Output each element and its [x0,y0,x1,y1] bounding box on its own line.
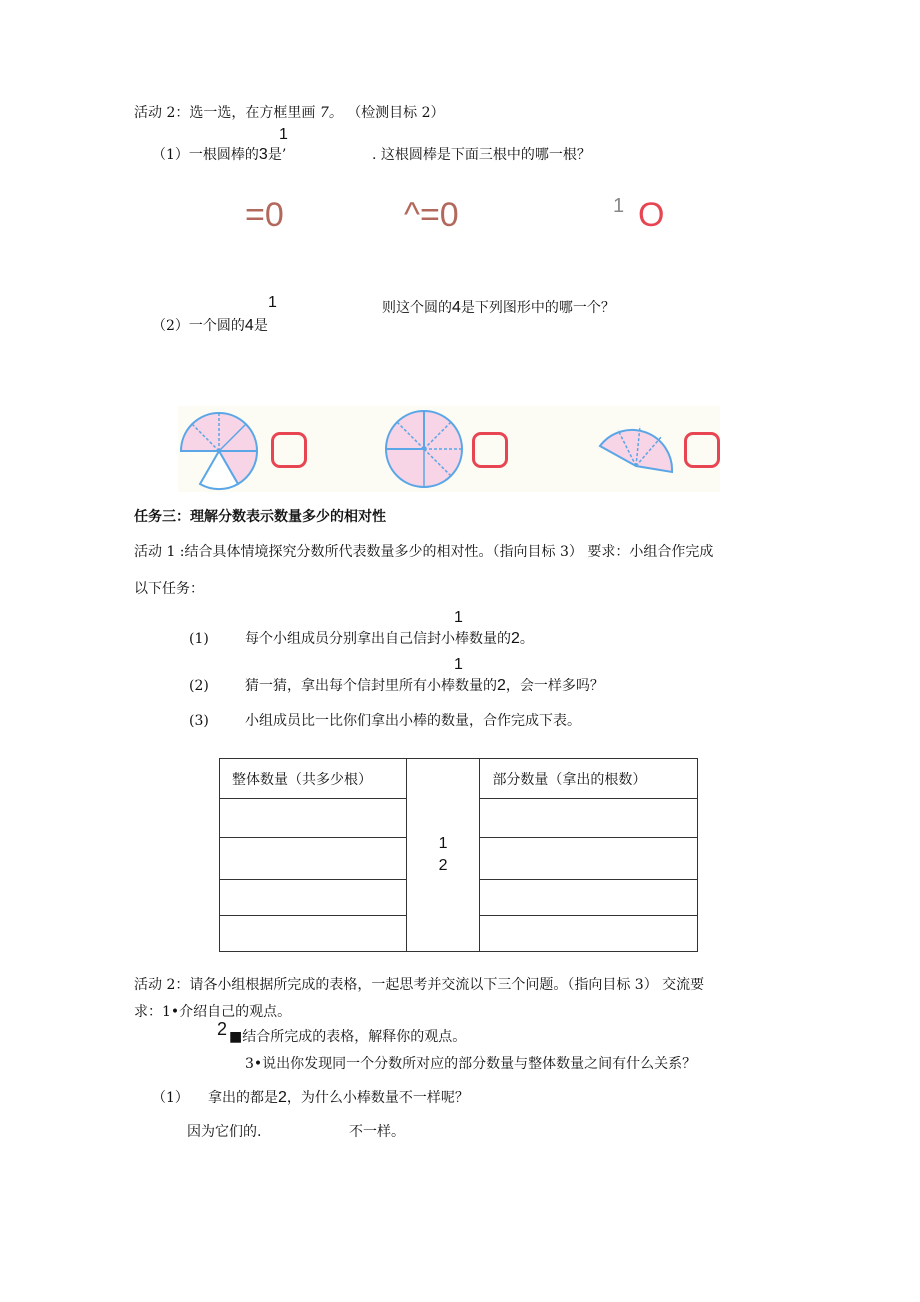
q2-right: 则这个圆的4是下列图形中的哪一个？ [382,299,615,316]
activity2-heading: 活动 2：选一选，在方框里画 7。 （检测目标 2） [134,105,445,121]
activity2b-line2: 求：1•介绍自己的观点。 [134,1004,292,1020]
activity1-line1: 活动 1 :结合具体情境探究分数所代表数量多少的相对性。（指向目标 3） 要求：小组合作完成 [134,544,714,560]
q2-prefix: （2）一个圆的4是 [152,317,268,334]
activity2b-line1: 活动 2：请各小组根据所完成的表格，一起思考并交流以下三个问题。（指向目标 3） 交流要 [134,977,705,993]
q1-prefix: （1）一根圆棒的3是’ [152,146,287,163]
table-header-whole: 整体数量（共多少根） [220,759,407,799]
answer-text-b: 不一样。 [349,1124,405,1140]
sector-figure-2 [386,411,462,487]
quantity-table [219,758,698,952]
answer-box-2[interactable] [472,432,508,468]
task2-num: (2) [189,678,209,694]
q1-numerator: 1 [279,126,288,143]
activity2b-item2-num: 2 [217,1019,228,1039]
rod-option-3-superscript: 1 [613,195,625,217]
rod-option-1: =0 [245,196,284,234]
table-cell-whole-3[interactable] [220,880,407,916]
table-cell-part-4[interactable] [480,916,698,952]
sector-figures [178,406,720,492]
task1-numerator: 1 [454,609,463,626]
table-header-part: 部分数量（拿出的根数） [480,759,698,799]
table-cell-whole-2[interactable] [220,838,407,880]
activity1-line2: 以下任务： [134,581,204,597]
table-cell-whole-4[interactable] [220,916,407,952]
q2-numerator: 1 [268,294,277,311]
task3-num: (3) [189,713,209,729]
answer-text-a: 因为它们的. [187,1124,262,1140]
task1-text: 每个小组成员分别拿出自己信封小棒数量的2。 [245,630,534,647]
table-fraction-top: 1 [438,835,448,852]
task3-title: 任务三：理解分数表示数量多少的相对性 [134,509,386,525]
final-question-num: （1） [152,1090,189,1106]
table-cell-part-2[interactable] [480,838,698,880]
activity2b-item2-text: ■结合所完成的表格，解释你的观点。 [229,1029,467,1045]
rod-option-2: ^=0 [404,196,459,234]
answer-box-1[interactable] [271,432,307,468]
sector-figure-3 [600,426,672,472]
rod-option-3: O [638,196,665,234]
table-fraction-bottom: 2 [438,857,448,874]
q1-suffix: . 这根圆棒是下面三根中的哪一根？ [372,147,591,163]
task2-text: 猜一猜，拿出每个信封里所有小棒数量的2，会一样多吗？ [245,677,604,694]
final-question-text: 拿出的都是2，为什么小棒数量不一样呢？ [208,1089,469,1106]
activity2b-item3: 3•说出你发现同一个分数所对应的部分数量与整体数量之间有什么关系？ [245,1056,697,1072]
table-cell-whole-1[interactable] [220,799,407,838]
sector-figures-panel [178,406,720,492]
answer-box-3[interactable] [684,432,720,468]
sector-figure-1 [181,413,257,489]
task3-text: 小组成员比一比你们拿出小棒的数量，合作完成下表。 [245,713,581,729]
task2-numerator: 1 [454,656,463,673]
q1-denominator: 3 [258,146,268,163]
table-cell-part-3[interactable] [480,880,698,916]
table-cell-part-1[interactable] [480,799,698,838]
task1-num: (1) [189,631,209,647]
table-fraction-cell [406,759,480,952]
